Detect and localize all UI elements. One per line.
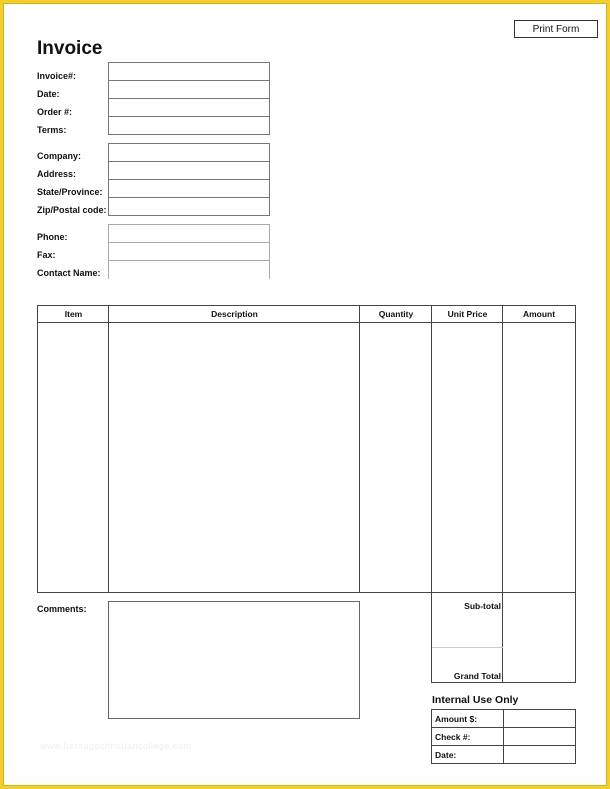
- invoice-number-field[interactable]: [108, 62, 270, 81]
- address-label: Address:: [37, 169, 77, 179]
- date-field[interactable]: [108, 80, 270, 99]
- column-header-quantity: Quantity: [360, 306, 432, 323]
- phone-label: Phone:: [37, 232, 68, 242]
- invoice-number-label: Invoice#:: [37, 71, 77, 81]
- order-number-field[interactable]: [108, 98, 270, 117]
- print-form-button[interactable]: Print Form: [514, 20, 598, 38]
- column-divider: [359, 306, 360, 592]
- state-province-field[interactable]: [108, 179, 270, 198]
- column-divider: [108, 306, 109, 592]
- invoice-fields-group: [108, 62, 270, 135]
- invoice-title: Invoice: [37, 38, 103, 59]
- comments-field[interactable]: [108, 601, 360, 719]
- internal-use-table: [431, 709, 576, 764]
- company-label: Company:: [37, 151, 82, 161]
- date-label: Date:: [37, 89, 60, 99]
- order-number-label: Order #:: [37, 107, 73, 117]
- invoice-page: [3, 3, 607, 786]
- comments-label: Comments:: [37, 604, 87, 614]
- items-table: [37, 305, 576, 593]
- column-header-description: Description: [109, 306, 360, 323]
- totals-row-divider: [432, 647, 503, 648]
- column-header-amount: Amount: [503, 306, 575, 323]
- internal-divider: [503, 710, 504, 763]
- check-label: Check #:: [435, 732, 471, 742]
- contact-fields-group: [108, 224, 270, 279]
- state-province-label: State/Province:: [37, 187, 103, 197]
- phone-field[interactable]: [108, 224, 270, 243]
- terms-label: Terms:: [37, 125, 67, 135]
- fax-label: Fax:: [37, 250, 56, 260]
- internal-use-title: Internal Use Only: [432, 694, 519, 706]
- zip-postal-field[interactable]: [108, 197, 270, 216]
- terms-field[interactable]: [108, 116, 270, 135]
- amount-label: Amount $:: [435, 714, 478, 724]
- company-field[interactable]: [108, 143, 270, 162]
- fax-field[interactable]: [108, 242, 270, 261]
- column-divider: [502, 306, 503, 592]
- totals-box: [431, 593, 576, 683]
- totals-divider: [502, 593, 503, 682]
- grand-total-label: Grand Total: [453, 671, 501, 681]
- address-field[interactable]: [108, 161, 270, 180]
- column-header-item: Item: [38, 306, 109, 323]
- subtotal-label: Sub-total: [464, 601, 501, 611]
- column-header-unit-price: Unit Price: [432, 306, 503, 323]
- company-fields-group: [108, 143, 270, 216]
- watermark-text: www.heritagechristiancollege.com: [40, 741, 192, 751]
- internal-date-label: Date:: [435, 750, 457, 760]
- column-divider: [431, 306, 432, 592]
- contact-name-field[interactable]: [108, 260, 270, 279]
- contact-name-label: Contact Name:: [37, 268, 101, 278]
- zip-postal-label: Zip/Postal code:: [37, 205, 107, 215]
